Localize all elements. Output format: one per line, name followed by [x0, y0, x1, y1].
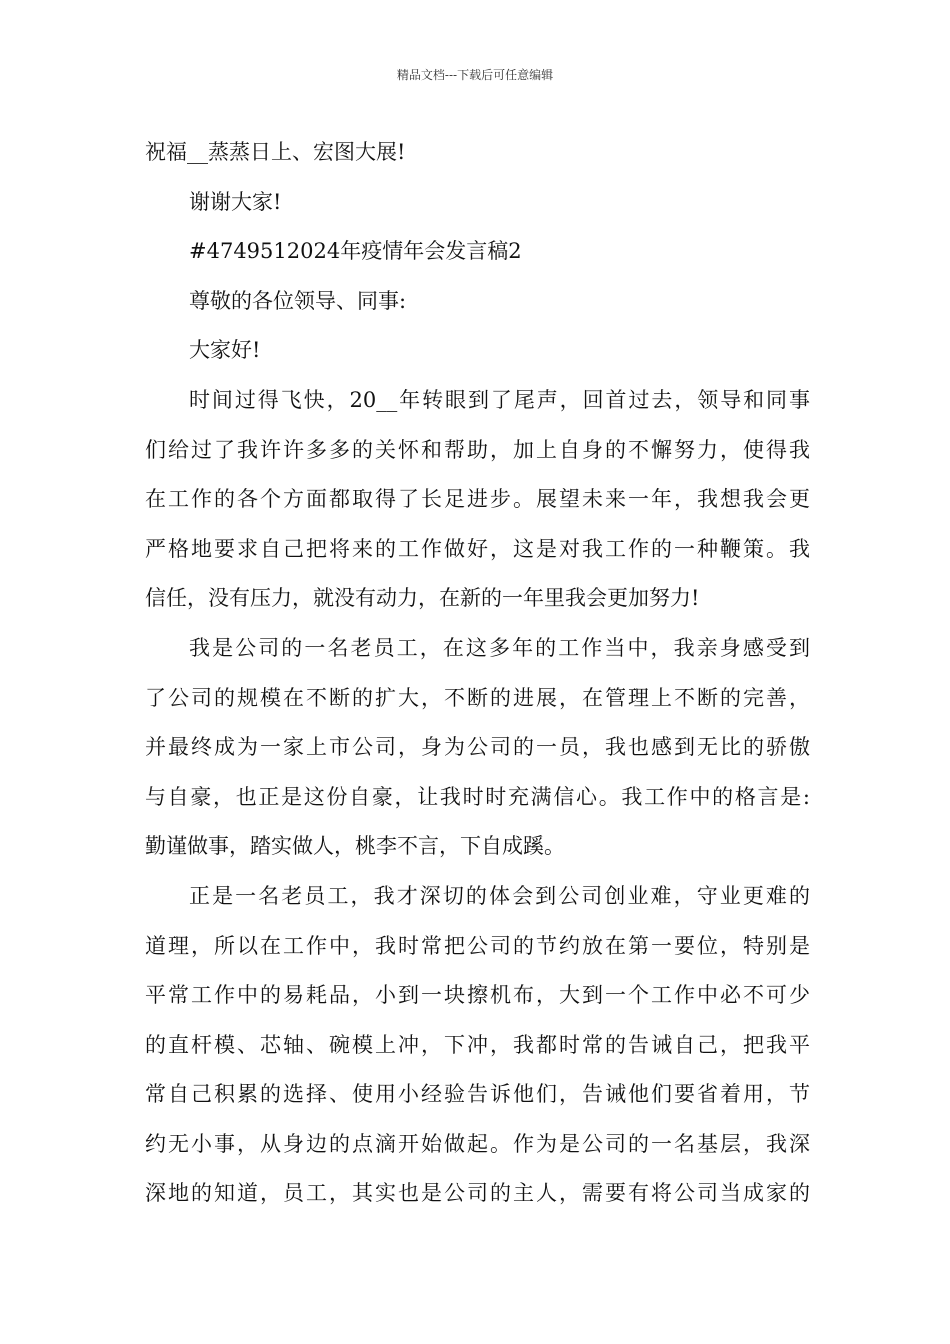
text-line: 正是一名老员工，我才深切的体会到公司创业难，守业更难的	[189, 883, 810, 908]
text-line: 与自豪，也正是这份自豪，让我时时充满信心。我工作中的格言是:	[145, 784, 810, 809]
text-line: 祝福__蒸蒸日上、宏图大展!	[145, 140, 406, 164]
text-line: 谢谢大家!	[189, 189, 282, 214]
text-line: 在工作的各个方面都取得了长足进步。展望未来一年，我想我会更	[145, 487, 810, 512]
text-line: 信任，没有压力，就没有动力，在新的一年里我会更加努力!	[145, 586, 700, 611]
text-line: #4749512024年疫情年会发言稿2	[189, 239, 522, 264]
page-header: 精品文档---下载后可任意编辑	[396, 68, 554, 82]
text-line: 约无小事，从身边的点滴开始做起。作为是公司的一名基层，我深	[145, 1131, 810, 1156]
text-line: 了公司的规模在不断的扩大，不断的进展，在管理上不断的完善，	[145, 685, 810, 710]
text-line: 大家好!	[189, 338, 261, 363]
text-line: 平常工作中的易耗品，小到一块擦机布，大到一个工作中必不可少	[145, 983, 810, 1008]
text-line: 尊敬的各位领导、同事:	[189, 288, 407, 313]
text-line: 勤谨做事，踏实做人，桃李不言，下自成蹊。	[145, 834, 565, 859]
text-line: 并最终成为一家上市公司，身为公司的一员，我也感到无比的骄傲	[145, 735, 810, 760]
text-line: 的直杆模、芯轴、碗模上冲，下冲，我都时常的告诫自己，把我平	[145, 1032, 810, 1057]
text-line: 深地的知道，员工，其实也是公司的主人，需要有将公司当成家的	[145, 1181, 810, 1206]
text-line: 严格地要求自己把将来的工作做好，这是对我工作的一种鞭策。我	[145, 536, 810, 561]
text-line: 时间过得飞快，20__年转眼到了尾声，回首过去，领导和同事	[189, 387, 810, 412]
text-line: 道理，所以在工作中，我时常把公司的节约放在第一要位，特别是	[145, 933, 810, 958]
document-body	[145, 128, 810, 1219]
text-line: 我是公司的一名老员工，在这多年的工作当中，我亲身感受到	[189, 635, 810, 660]
text-line: 常自己积累的选择、使用小经验告诉他们，告诫他们要省着用，节	[145, 1082, 810, 1107]
text-line: 们给过了我许许多多的关怀和帮助，加上自身的不懈努力，使得我	[145, 437, 810, 462]
